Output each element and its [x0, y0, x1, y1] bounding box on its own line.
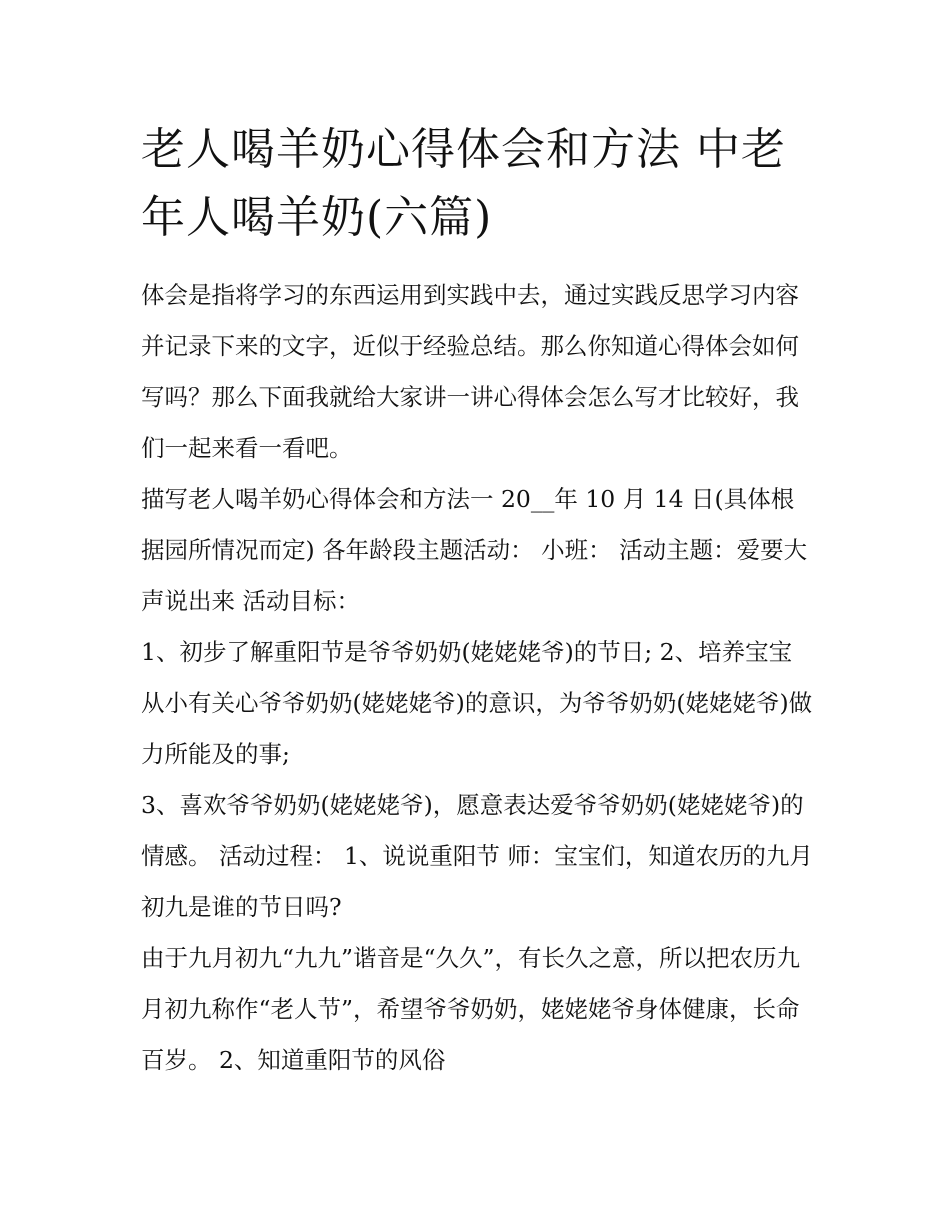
paragraph-festival-meaning: 由于九月初九“九九”谐音是“久久”，有长久之意，所以把农历九月初九称作“老人节”，希望爷爷奶奶，姥姥姥爷身体健康，长命百岁。 2、知道重阳节的风俗 [141, 944, 801, 1074]
paragraph-goal-1-2: 1、初步了解重阳节是爷爷奶奶(姥姥姥爷)的节日; 2、培养宝宝从小有关心爷爷奶奶(姥姥姥爷)的意识，为爷爷奶奶(姥姥姥爷)做力所能及的事; [141, 638, 813, 768]
paragraph-activity-intro: 描写老人喝羊奶心得体会和方法一 20__年 10 月 14 日(具体根据园所情况而定) 各年龄段主题活动： 小班： 活动主题：爱要大声说出来 活动目标： [141, 485, 808, 615]
paragraph-intro: 体会是指将学习的东西运用到实践中去，通过实践反思学习内容并记录下来的文字，近似于经验总结。那么你知道心得体会如何写吗？那么下面我就给大家讲一讲心得体会怎么写才比较好，我们一起来看一看吧。 [141, 281, 799, 462]
document-body [141, 116, 813, 1086]
paragraph-goal-3-process: 3、喜欢爷爷奶奶(姥姥姥爷)，愿意表达爱爷爷奶奶(姥姥姥爷)的情感。 活动过程： 1、说说重阳节 师：宝宝们，知道农历的九月初九是谁的节日吗? [141, 791, 813, 921]
document-title: 老人喝羊奶心得体会和方法 中老年人喝羊奶(六篇) [141, 124, 786, 243]
